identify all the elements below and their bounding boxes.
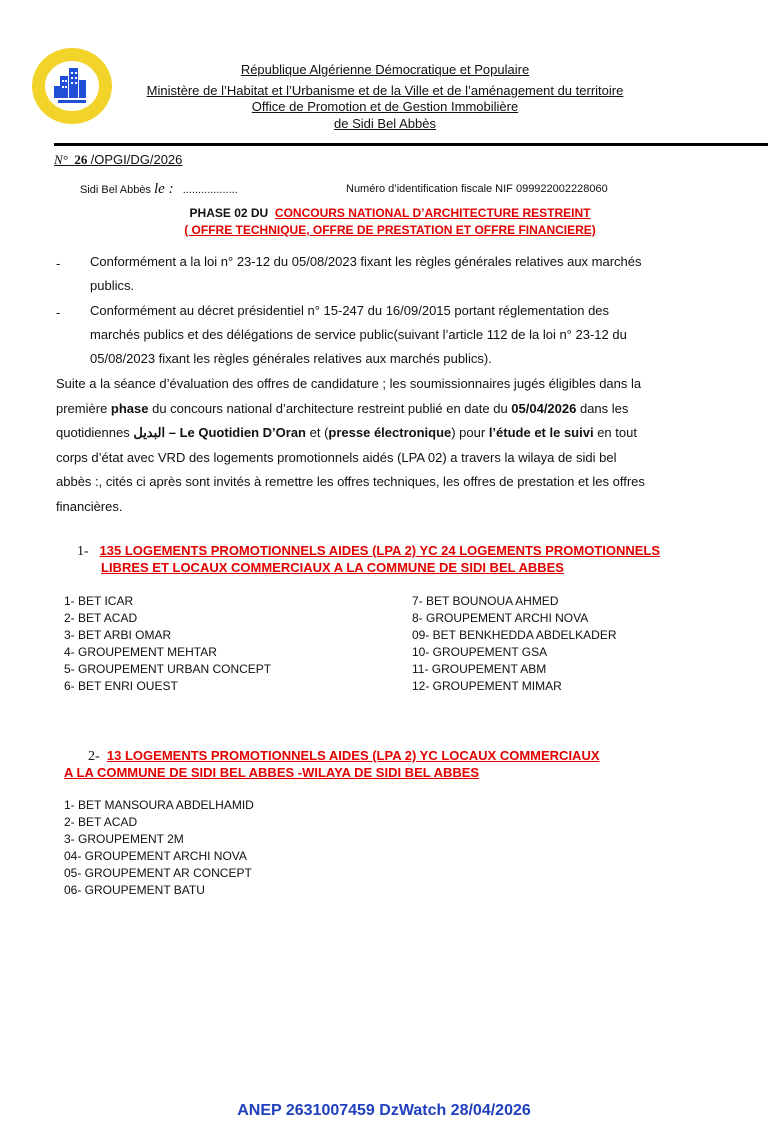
list-item: 1- BET ICAR <box>64 594 134 608</box>
list-item: 8- GROUPEMENT ARCHI NOVA <box>412 611 589 625</box>
list-item: 5- GROUPEMENT URBAN CONCEPT <box>64 662 272 676</box>
list-item: 6- BET ENRI OUEST <box>64 679 178 693</box>
date-line: Sidi Bel Abbès le : .................. <box>80 181 238 197</box>
list-item: 04- GROUPEMENT ARCHI NOVA <box>64 849 247 863</box>
header-republic: République Algérienne Démocratique et Populaire <box>240 62 530 77</box>
section-2-list <box>64 797 254 899</box>
reference-number: N° 26 /OPGI/DG/2026 <box>54 152 183 167</box>
document-subtitle: ( OFFRE TECHNIQUE, OFFRE DE PRESTATION ET OFFRE FINANCIERE) <box>184 223 596 237</box>
tax-id: Numéro d’identification fiscale NIF 099922002228060 <box>346 183 608 195</box>
bullet-decree: Conformément au décret présidentiel n° 15-247 du 16/09/2015 portant réglementation des marchés publics et des délégations de service public(suivant l’article 112 de la loi n° 23-12 du 05/08/2023 fixant les règles générales relatives aux marchés publics). <box>90 303 627 366</box>
section-2-heading: 2- 13 LOGEMENTS PROMOTIONNELS AIDES (LPA 2) YC LOCAUX COMMERCIAUX <box>88 748 600 764</box>
section-1-heading-line2: LIBRES ET LOCAUX COMMERCIAUX A LA COMMUNE DE SIDI BEL ABBES <box>101 560 564 575</box>
list-item: 2- BET ACAD <box>64 815 138 829</box>
section-1-heading: 1- 135 LOGEMENTS PROMOTIONNELS AIDES (LPA 2) YC 24 LOGEMENTS PROMOTIONNELS <box>77 543 661 559</box>
bullet-dash: - <box>56 305 61 320</box>
list-item: 09- BET BENKHEDDA ABDELKADER <box>412 628 617 642</box>
bullet-law: Conformément a la loi n° 23-12 du 05/08/2023 fixant les règles générales relatives aux marchés publics. <box>90 254 642 293</box>
list-item: 2- BET ACAD <box>64 611 138 625</box>
list-item: 1- BET MANSOURA ABDELHAMID <box>64 798 254 812</box>
section-1-list-right <box>412 593 617 695</box>
list-item: 7- BET BOUNOUA AHMED <box>412 594 559 608</box>
header-divider <box>54 143 768 146</box>
body-paragraph: Suite a la séance d’évaluation des offres de candidature ; les soumissionnaires jugés éligibles dans la première phase du concours national d’architecture restreint publié en date du 05/04/2026 dans les quotidiennes البديل – Le Quotidien D’Oran et (presse électronique) pour l’étude et le suivi en tout corps d’état avec VRD des logements promotionnels aidés (LPA 02) a travers la wilaya de sidi bel abbès :, cités ci après sont invités à remettre les offres techniques, les offres de prestation et les offres financières. <box>56 376 645 514</box>
list-item: 4- GROUPEMENT MEHTAR <box>64 645 217 659</box>
list-item: 06- GROUPEMENT BATU <box>64 883 205 897</box>
section-1-list-left <box>64 593 271 695</box>
list-item: 11- GROUPEMENT ABM <box>412 662 547 676</box>
bullet-dash: - <box>56 256 61 271</box>
header-ministry: Ministère de l’Habitat et l’Urbanisme et de la Ville et de l’aménagement du territoire <box>146 83 624 98</box>
document-title: PHASE 02 DU CONCOURS NATIONAL D’ARCHITECTURE RESTREINT <box>189 206 591 220</box>
header-city: de Sidi Bel Abbès <box>334 116 436 131</box>
header-office: Office de Promotion et de Gestion Immobilière <box>251 99 519 114</box>
publication-footer: ANEP 2631007459 DzWatch 28/04/2026 <box>237 1102 531 1119</box>
list-item: 3- BET ARBI OMAR <box>64 628 172 642</box>
list-item: 10- GROUPEMENT GSA <box>412 645 548 659</box>
section-2-heading-line2: A LA COMMUNE DE SIDI BEL ABBES -WILAYA DE SIDI BEL ABBES <box>64 765 480 780</box>
list-item: 12- GROUPEMENT MIMAR <box>412 679 562 693</box>
list-item: 3- GROUPEMENT 2M <box>64 832 184 846</box>
list-item: 05- GROUPEMENT AR CONCEPT <box>64 866 252 880</box>
